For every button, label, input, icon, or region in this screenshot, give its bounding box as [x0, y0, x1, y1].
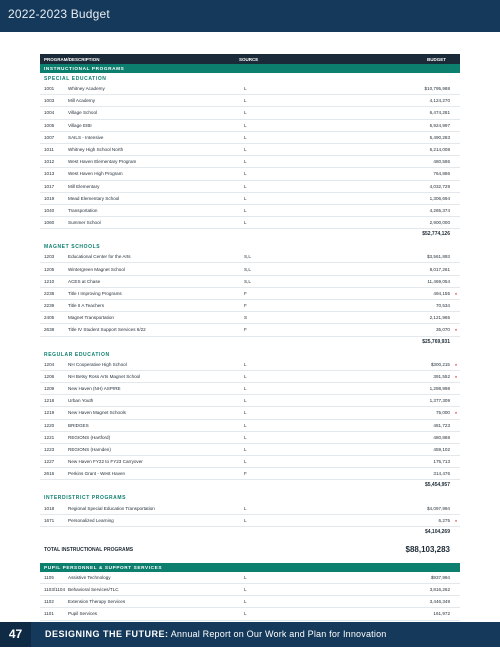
program-description: Title II A Teachers [68, 303, 105, 309]
funding-source: S,L [244, 278, 251, 284]
page-title: 2022-2023 Budget [8, 7, 110, 21]
table-row [40, 107, 460, 119]
program-code: 1103/1104 [44, 587, 66, 593]
section-subtotal: $52,774,126 [422, 231, 450, 238]
funding-source: L [244, 207, 247, 213]
table-row [40, 502, 460, 514]
note-marker-icon: ♦ [454, 327, 457, 333]
program-description: NH Cooperative High School [68, 361, 127, 367]
table-row [40, 432, 460, 444]
funding-source: L [244, 159, 247, 165]
table-row [40, 312, 460, 324]
footer-rest: Annual Report on Our Work and Plan for Innovation [168, 629, 387, 639]
funding-source: L [244, 98, 247, 104]
program-description: Behavioral Services/TLC [68, 587, 119, 593]
table-row [40, 193, 460, 205]
col-header-source: SOURCE [239, 56, 259, 62]
program-description: ACES at Chase [68, 278, 101, 284]
funding-source: L [244, 122, 247, 128]
instructional-band: INSTRUCTIONAL PROGRAMS [40, 64, 460, 73]
section-heading: REGULAR EDUCATION [44, 351, 110, 358]
program-description: Mill Academy [68, 98, 96, 104]
budget-amount: 3,446,349 [429, 599, 450, 605]
program-description: SAILS - Intensive [68, 134, 104, 140]
program-code: 1105 [44, 574, 54, 580]
program-code: 2638 [44, 327, 55, 333]
budget-amount: $3,561,893 [427, 254, 450, 260]
program-description: Title IV Student Support Services 6/22 [68, 327, 146, 333]
table-row [40, 300, 460, 312]
table-row [40, 371, 460, 383]
program-description: BRIDGES [68, 422, 89, 428]
table-row [40, 263, 460, 275]
instructional-total-value: $88,103,283 [405, 545, 450, 555]
section-subtotal: $25,769,931 [422, 338, 450, 345]
program-description: Perkins Grant - West Haven [68, 471, 126, 477]
program-code: 1001 [44, 86, 55, 92]
program-code: 1005 [44, 122, 55, 128]
program-code: 1218 [44, 398, 55, 404]
table-row [40, 156, 460, 168]
table-row [40, 468, 460, 480]
table-row [40, 168, 460, 180]
budget-table [40, 54, 460, 649]
note-marker-icon: ♦ [454, 517, 457, 523]
table-row [40, 383, 460, 395]
program-code: 2616 [44, 471, 55, 477]
program-description: Magnet Transportation [68, 315, 114, 321]
budget-amount: $10,795,988 [424, 86, 450, 92]
budget-amount: $937,994 [430, 574, 450, 580]
instructional-sections [40, 73, 460, 537]
table-row [40, 83, 460, 95]
program-description: Personalized Learning [68, 517, 114, 523]
funding-source: L [244, 134, 247, 140]
program-code: 1101 [44, 611, 54, 617]
program-description: Regional Special Education Transportation [68, 505, 155, 511]
budget-amount: 6,474,281 [429, 110, 450, 116]
funding-source: L [244, 574, 247, 580]
funding-source: L [244, 434, 247, 440]
program-code: 1007 [44, 134, 55, 140]
budget-amount: 4,265,374 [429, 207, 450, 213]
budget-amount: 35,070 [435, 327, 450, 333]
budget-amount: 494,155 [433, 290, 450, 296]
program-description: Educational Center for the Arts [68, 254, 131, 260]
budget-amount: 5,924,997 [429, 122, 450, 128]
budget-amount: 764,886 [433, 171, 450, 177]
program-code: 1017 [44, 183, 55, 189]
budget-amount: 6,214,008 [429, 147, 450, 153]
budget-amount: 5,490,283 [429, 134, 450, 140]
program-code: 1209 [44, 386, 55, 392]
footer-lead: DESIGNING THE FUTURE: [45, 629, 169, 639]
program-description: Urban Youth [68, 398, 94, 404]
budget-amount: 6,275 [438, 517, 450, 523]
funding-source: F [244, 290, 247, 296]
funding-source: S,L [244, 266, 251, 272]
section-heading: INTERDISTRICT PROGRAMS [44, 495, 127, 502]
top-banner [0, 0, 500, 32]
budget-amount: 1,298,998 [429, 386, 450, 392]
program-code: 1210 [44, 278, 55, 284]
budget-amount: 175,713 [433, 459, 450, 465]
funding-source: L [244, 410, 247, 416]
table-row [40, 95, 460, 107]
program-description: West Haven Elementary Program [68, 159, 137, 165]
program-description: Mead Elementary School [68, 195, 120, 201]
program-code: 1060 [44, 220, 55, 226]
program-code: 1013 [44, 171, 55, 177]
funding-source: L [244, 361, 247, 367]
program-code: 2405 [44, 315, 55, 321]
budget-amount: 75,000 [435, 410, 450, 416]
table-row [40, 120, 460, 132]
budget-amount: 161,972 [433, 611, 450, 617]
funding-source: S [244, 315, 248, 321]
funding-source: L [244, 446, 247, 452]
program-description: Whitney Academy [68, 86, 105, 92]
program-description: New Haven Magnet Schools [68, 410, 126, 416]
budget-amount: $4,097,994 [427, 505, 450, 511]
funding-source: L [244, 220, 247, 226]
funding-source: L [244, 183, 247, 189]
note-marker-icon: ♦ [454, 361, 457, 367]
program-code: 1227 [44, 459, 55, 465]
budget-amount: 391,552 [433, 373, 450, 379]
program-description: REGIONS (Hamden) [68, 446, 111, 452]
table-row [40, 456, 460, 468]
program-description: Title I Improving Programs [68, 290, 122, 296]
funding-source: L [244, 171, 247, 177]
funding-source: L [244, 195, 247, 201]
funding-source: L [244, 422, 247, 428]
funding-source: L [244, 459, 247, 465]
instructional-total [40, 543, 460, 557]
page-number: 47 [8, 627, 23, 641]
program-description: West Haven High Program [68, 171, 123, 177]
program-code: 1671 [44, 517, 55, 523]
funding-source: L [244, 147, 247, 153]
table-header [40, 54, 460, 64]
funding-source: L [244, 587, 247, 593]
program-description: Mill Elementary [68, 183, 100, 189]
budget-amount: 4,032,729 [429, 183, 450, 189]
budget-amount: 480,586 [433, 159, 450, 165]
budget-amount: $300,215 [430, 361, 450, 367]
program-code: 2238 [44, 290, 55, 296]
program-description: Assistive Technology [68, 574, 111, 580]
program-description: New Haven (NH) ASPIRE [68, 386, 121, 392]
program-description: Summer School [68, 220, 101, 226]
program-code: 1220 [44, 422, 55, 428]
funding-source: L [244, 86, 247, 92]
program-code: 1019 [44, 195, 55, 201]
budget-amount: 459,102 [433, 446, 450, 452]
table-row [40, 276, 460, 288]
note-marker-icon: ♦ [454, 410, 457, 416]
program-code: 1204 [44, 361, 55, 367]
program-code: 1011 [44, 147, 54, 153]
table-row [40, 359, 460, 371]
funding-source: L [244, 398, 247, 404]
funding-source: F [244, 471, 247, 477]
program-description: Village EIBI [68, 122, 92, 128]
program-description: New Haven FY22 to FY23 Carryover [68, 459, 143, 465]
funding-source: L [244, 505, 247, 511]
program-description: Wintergreen Magnet School [68, 266, 125, 272]
program-code: 1203 [44, 254, 55, 260]
program-code: 1003 [44, 98, 55, 104]
program-code: 1219 [44, 410, 55, 416]
funding-source: L [244, 110, 247, 116]
budget-amount: 4,124,270 [429, 98, 450, 104]
footer-text [45, 629, 386, 639]
section-heading: MAGNET SCHOOLS [44, 244, 101, 251]
funding-source: L [244, 599, 247, 605]
budget-amount: 1,377,309 [429, 398, 450, 404]
budget-amount: 2,900,000 [429, 220, 450, 226]
program-description: REGIONS (Hartford) [68, 434, 111, 440]
table-row [40, 444, 460, 456]
budget-amount: 480,868 [433, 434, 450, 440]
program-code: 1040 [44, 207, 55, 213]
budget-amount: 2,121,965 [429, 315, 450, 321]
section-subtotal: $5,454,957 [424, 482, 450, 489]
funding-source: L [244, 611, 247, 617]
funding-source: S,L [244, 254, 251, 260]
budget-amount: 11,469,054 [427, 278, 450, 284]
table-row [40, 584, 460, 596]
table-row [40, 288, 460, 300]
program-code: 1004 [44, 110, 55, 116]
section-subtotal: $4,104,269 [424, 528, 450, 535]
budget-amount: 1,306,694 [429, 195, 450, 201]
funding-source: L [244, 386, 247, 392]
funding-source: F [244, 327, 247, 333]
program-code: 1012 [44, 159, 55, 165]
table-row [40, 515, 460, 527]
budget-amount: 3,816,262 [429, 587, 450, 593]
program-code: 1206 [44, 373, 55, 379]
program-code: 1221 [44, 434, 55, 440]
funding-source: F [244, 303, 247, 309]
table-row [40, 407, 460, 419]
program-description: Whitney High School North [68, 147, 124, 153]
table-row [40, 608, 460, 620]
program-code: 1205 [44, 266, 55, 272]
table-row [40, 144, 460, 156]
table-row [40, 217, 460, 229]
budget-amount: 70,534 [435, 303, 450, 309]
table-row [40, 205, 460, 217]
table-row [40, 395, 460, 407]
program-code: 1223 [44, 446, 55, 452]
budget-amount: 481,723 [433, 422, 450, 428]
table-row [40, 251, 460, 263]
program-description: Extension Therapy Services [68, 599, 126, 605]
note-marker-icon: ♦ [454, 373, 457, 379]
budget-amount: 8,017,261 [429, 266, 450, 272]
footer-bar [0, 622, 500, 647]
col-header-program: PROGRAM/DESCRIPTION [44, 56, 100, 62]
funding-source: L [244, 373, 247, 379]
budget-amount: 314,476 [433, 471, 450, 477]
table-row [40, 572, 460, 584]
table-row [40, 132, 460, 144]
instructional-total-label: TOTAL INSTRUCTIONAL PROGRAMS [44, 546, 134, 553]
col-header-budget: BUDGET [427, 56, 446, 62]
pupil-band: PUPIL PERSONNEL & SUPPORT SERVICES [40, 563, 460, 572]
program-code: 1018 [44, 505, 55, 511]
table-row [40, 181, 460, 193]
section-heading: SPECIAL EDUCATION [44, 76, 107, 82]
note-marker-icon: ♦ [454, 290, 457, 296]
program-code: 1102 [44, 599, 54, 605]
program-description: Village School [68, 110, 98, 116]
program-description: Transportation [68, 207, 98, 213]
table-row [40, 596, 460, 608]
table-row [40, 420, 460, 432]
program-description: NH Betsy Ross Arts Magnet School [68, 373, 141, 379]
table-row [40, 324, 460, 336]
program-description: Pupil Services [68, 611, 98, 617]
program-code: 2239 [44, 303, 55, 309]
funding-source: L [244, 517, 247, 523]
